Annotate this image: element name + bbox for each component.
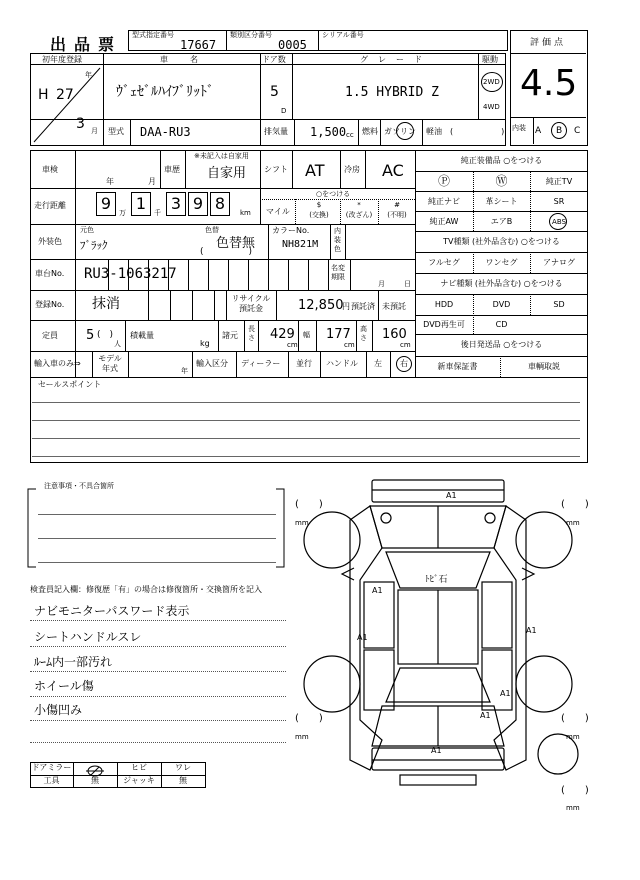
door-suffix: D: [281, 107, 287, 115]
tamper-label: (改ざん): [345, 211, 373, 219]
mileage-km: km: [240, 209, 251, 217]
capacity-unit: 人: [114, 340, 121, 348]
dims-label: 諸元: [222, 331, 238, 340]
height-value: 160: [382, 327, 407, 342]
bracket-front-right: ( ): [561, 499, 589, 510]
grade-score-label: 評価点: [530, 38, 567, 48]
first-reg-label: 初年度登録: [42, 55, 82, 64]
analog: アナログ: [543, 258, 575, 267]
class-no: 0005: [278, 38, 307, 52]
note-line: ﾙｰﾑ内一部汚れ: [34, 655, 113, 669]
interior-grade-a: A: [535, 126, 542, 136]
first-reg-era: H: [38, 87, 49, 103]
note-line: シートハンドルスレ: [34, 630, 142, 644]
registration-value: 抹消: [92, 296, 120, 312]
tv-type-title: TV種類 (社外品含む) ○をつける: [443, 237, 560, 246]
damage-mark-right-rear: A1: [500, 689, 511, 698]
load-unit: kg: [200, 339, 210, 348]
length-label: 長さ: [248, 325, 255, 342]
sd: SD: [553, 300, 565, 309]
mm-rear-right: mm: [566, 733, 580, 741]
grade-label: グレード: [360, 55, 432, 64]
mileage-digit: 8: [214, 194, 226, 213]
inspection-year-unit: 年: [106, 177, 114, 186]
interior-color-label: 内装色: [334, 227, 341, 253]
form-title: 出品票: [50, 35, 123, 54]
interior-grade-c: C: [574, 126, 581, 136]
crack-small-label: ヒビ: [131, 763, 147, 772]
inspection-label: 車検: [42, 165, 58, 174]
car-name-label: 車名: [160, 55, 220, 64]
abs-circle: [549, 213, 567, 230]
power-steering-icon: Ⓟ: [437, 174, 450, 188]
registration-label: 登録No.: [35, 300, 65, 309]
dvd: DVD: [492, 300, 511, 309]
fullseg: フルセグ: [428, 258, 460, 267]
drive-label: 駆動: [482, 55, 498, 64]
import-type-label: 輸入区分: [196, 359, 228, 368]
tools-value: 無: [91, 776, 99, 785]
class-no-label: 類別区分番号: [230, 31, 272, 39]
recycle-unit: 円: [342, 302, 350, 311]
displacement-label: 排気量: [264, 127, 288, 136]
interior-grade-b: B: [556, 126, 563, 136]
sunroof: SR: [553, 197, 565, 206]
new-car-warranty: 新車保証書: [437, 362, 478, 371]
exchange-sym: $: [316, 201, 322, 209]
history-label: 車歴: [164, 165, 180, 174]
recycle-not: 未預託: [382, 302, 406, 311]
damage-mark-rear-bumper: A1: [431, 746, 442, 755]
model-year-unit: 年: [181, 367, 188, 375]
load-label: 積載量: [130, 331, 154, 340]
caution-label: 注意事項・不具合箇所: [44, 482, 114, 490]
mileage-digit: 1: [135, 194, 147, 213]
damage-mark-right-door: A1: [526, 626, 537, 635]
damage-mark-left-door: A1: [357, 633, 368, 642]
genuine-tv: 純正TV: [545, 177, 573, 186]
bracket-rear-left: ( ): [295, 713, 323, 724]
import-label: 輸入車のみ⇒: [34, 359, 81, 368]
cd: CD: [495, 320, 508, 329]
exchange-label: (交換): [309, 211, 329, 219]
mileage-label: 走行距離: [34, 201, 66, 210]
name-change-label: 名変期限: [331, 264, 345, 281]
genuine-navi: 純正ナビ: [428, 197, 460, 206]
first-reg-month: 3: [76, 116, 85, 132]
parallel-label: 並行: [296, 359, 312, 368]
mileage-digit: 9: [100, 194, 112, 213]
shift-label: シフト: [264, 165, 288, 174]
cooler-label: 冷房: [344, 165, 360, 174]
grade-score: 4.5: [520, 63, 578, 104]
mile-label: マイル: [266, 207, 290, 216]
width-value: 177: [326, 327, 351, 342]
mm-front-right: mm: [566, 519, 580, 527]
genuine-equipment-title: 純正装備品 ○をつける: [460, 156, 543, 165]
capacity-label: 定員: [42, 331, 58, 340]
inspection-month-unit: 月: [148, 177, 156, 186]
model-value: DAA-RU3: [140, 125, 191, 139]
note-line: 小傷凹み: [34, 703, 83, 717]
fuel-gasoline-circle: [396, 122, 414, 140]
hdd: HDD: [434, 300, 454, 309]
height-unit: cm: [400, 341, 411, 349]
damage-mark-front-bumper: A1: [446, 491, 457, 500]
mileage-digit: 3: [170, 194, 182, 213]
chassis-label: 車台No.: [35, 269, 65, 278]
shift-value: AT: [305, 161, 325, 180]
dvd-player: DVD再生可: [423, 320, 465, 329]
interior-grade-label: 内装: [512, 124, 526, 132]
repaint-value: 色替無: [216, 236, 256, 251]
color-no-label: カラーNo.: [272, 226, 310, 235]
mileage-digit: 9: [192, 194, 204, 213]
capacity-paren: ( ): [97, 330, 114, 340]
mm-front-left: mm: [295, 519, 309, 527]
car-name: ｳﾞｪｾﾞﾙﾊｲﾌﾞﾘｯﾄﾞ: [116, 84, 214, 100]
leather-seat: 革シート: [485, 197, 518, 206]
fuel-label: 燃料: [362, 127, 378, 136]
bracket-rear-right: ( ): [561, 713, 589, 724]
history-value: 自家用: [207, 166, 247, 181]
chassis-value: RU3-1063217: [84, 266, 177, 282]
color-no: NH821M: [282, 239, 319, 250]
drive-2wd: 2WD: [483, 78, 500, 86]
unknown-sym: #: [394, 201, 400, 209]
width-unit: cm: [344, 341, 355, 349]
light-oil-label: 軽油: [426, 127, 442, 136]
damage-mark-right-quarter: A1: [480, 711, 491, 720]
type-no-label: 型式指定番号: [132, 31, 174, 39]
drive-4wd: 4WD: [483, 103, 500, 111]
note-line: ナビモニターパスワード表示: [34, 604, 190, 618]
right-label-circle: [396, 356, 412, 372]
height-label: 高さ: [360, 325, 367, 342]
repaint-paren: ( ): [200, 247, 253, 257]
width-label: 幅: [303, 331, 310, 339]
mileage-man: 万: [119, 209, 126, 217]
note-line: ホイール傷: [34, 679, 94, 693]
original-color-label: 元色: [80, 226, 94, 234]
type-no: 17667: [180, 38, 217, 52]
abs: ABS: [552, 218, 566, 226]
jack-label: ジャッキ: [123, 776, 155, 785]
dealer-label: ディーラー: [241, 359, 281, 368]
crack-label: ワレ: [175, 763, 191, 772]
model-year-label: モデル年式: [98, 354, 122, 373]
mm-rear-left: mm: [295, 733, 309, 741]
airbag: エアB: [490, 217, 513, 226]
sales-point-label: セールスポイント: [38, 380, 102, 389]
displacement-value: 1,500: [310, 125, 347, 139]
recycle-label: リサイクル預託金: [231, 294, 271, 313]
mm-spare: mm: [566, 804, 580, 812]
left-label: 左: [374, 359, 382, 368]
stone-chip-note: ﾄﾋﾞ石: [425, 575, 448, 585]
grade-value: 1.5 HYBRID Z: [345, 85, 439, 100]
power-window-icon: Ⓦ: [495, 174, 508, 188]
door-mirror-mark: [82, 762, 108, 774]
first-reg-year-unit: 年: [85, 71, 92, 79]
first-reg-year: 27: [56, 87, 74, 103]
cooler-value: AC: [382, 161, 404, 180]
genuine-aw: 純正AW: [429, 217, 459, 226]
jack-value: 無: [179, 776, 187, 785]
damage-mark-left-fender: A1: [372, 586, 383, 595]
capacity-value: 5: [86, 328, 95, 343]
interior-grade-b-circle: [551, 122, 567, 139]
right-label: 右: [400, 359, 408, 368]
recycle-value: 12,850: [298, 298, 344, 313]
model-label: 型式: [108, 127, 124, 136]
displacement-unit: cc: [346, 131, 354, 139]
recycle-deposited: 預託済: [351, 302, 375, 311]
doors-label: ドア数: [262, 55, 286, 64]
fuel-gasoline: ガソリン: [384, 127, 416, 136]
first-reg-month-unit: 月: [91, 127, 98, 135]
name-change-month: 月: [378, 280, 385, 288]
doors-value: 5: [270, 84, 279, 100]
exterior-label: 外装色: [38, 237, 62, 246]
navi-type-title: ナビ種類 (社外品含む) ○をつける: [440, 279, 563, 288]
history-note: ※未記入は自家用: [194, 152, 249, 160]
mileage-sen: 千: [154, 209, 161, 217]
handle-label: ハンドル: [326, 359, 358, 368]
tamper-sym: *: [357, 201, 361, 209]
name-change-day: 日: [404, 280, 411, 288]
bracket-spare: ( ): [561, 785, 589, 796]
length-value: 429: [270, 327, 295, 342]
unknown-label: (不明): [387, 211, 407, 219]
oneseg: ワンセグ: [485, 258, 518, 267]
tools-label: 工具: [43, 776, 60, 785]
bracket-front-left: ( ): [295, 499, 323, 510]
owners-manual: 車輌取説: [528, 362, 560, 371]
door-mirror-label: ドアミラー: [31, 763, 72, 772]
original-color: ﾌﾞﾗｯｸ: [80, 239, 108, 252]
inspector-label: 検査員記入欄：修復歴「有」の場合は修復箇所・交換箇所を記入: [30, 585, 262, 594]
length-unit: cm: [287, 341, 298, 349]
circle-note: ○をつける: [316, 190, 351, 198]
repaint-label: 色替: [205, 226, 219, 234]
serial-label: シリアル番号: [322, 31, 364, 39]
light-oil-paren: ( ): [450, 127, 505, 136]
drive-2wd-circle: [481, 72, 503, 92]
later-shipment-title: 後日発送品 ○をつける: [460, 340, 543, 349]
